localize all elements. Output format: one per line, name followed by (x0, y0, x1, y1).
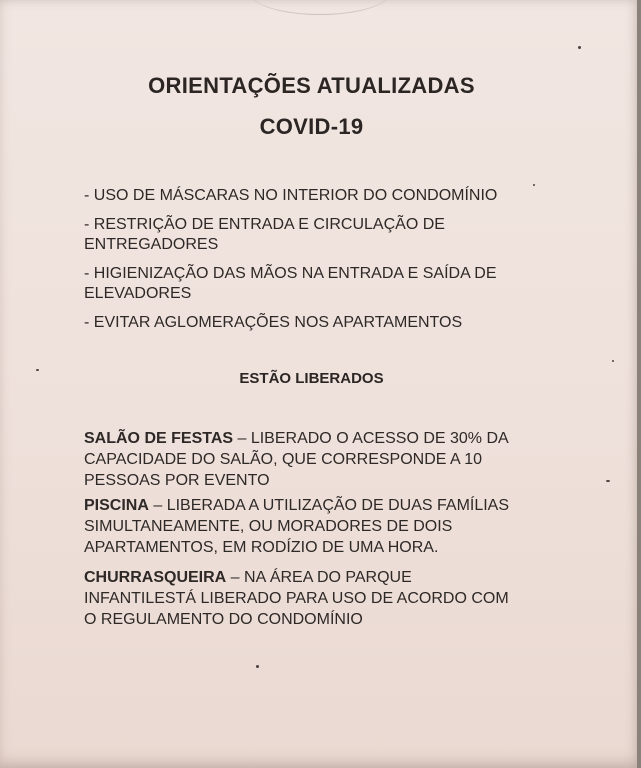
release-item-text: – LIBERADA A UTILIZAÇÃO DE DUAS FAMÍLIAS SIMULTANEAMENTE, OU MORADORES DE DOIS APARTAMENTOS, EM RODÍZIO DE UMA HORA. (84, 497, 510, 556)
paper-speck (612, 360, 614, 362)
release-item-label: CHURRASQUEIRA (84, 569, 227, 586)
guideline-item: - RESTRIÇÃO DE ENTRADA E CIRCULAÇÃO DE ENTREGADORES (84, 216, 445, 253)
release-item-party-hall (84, 428, 524, 491)
guideline-item: - EVITAR AGLOMERAÇÕES NOS APARTAMENTOS (84, 314, 463, 331)
guideline-item: - USO DE MÁSCARAS NO INTERIOR DO CONDOMÍNIO (84, 187, 498, 204)
paper-speck (256, 665, 259, 668)
release-item-label: PISCINA (84, 497, 149, 514)
paper-speck (578, 46, 581, 49)
release-item-text: – NA ÁREA DO PARQUE INFANTILESTÁ LIBERADO PARA USO DE ACORDO COM O REGULAMENTO DO CONDOMÍNIO (84, 569, 509, 628)
notice-title: ORIENTAÇÕES ATUALIZADAS (148, 73, 475, 98)
paper-speck (606, 480, 610, 482)
release-item-barbecue (84, 567, 514, 630)
section-heading: ESTÃO LIBERADOS (239, 370, 384, 387)
paper-fold (250, 0, 390, 15)
paper-speck (533, 184, 535, 186)
release-item-pool (84, 495, 524, 558)
notice-subtitle: COVID-19 (259, 114, 364, 139)
paper-edge (637, 0, 641, 768)
release-item-text: – LIBERADO O ACESSO DE 30% DA CAPACIDADE DO SALÃO, QUE CORRESPONDE A 10 PESSOAS POR EVENTO (84, 430, 508, 489)
guideline-item: - HIGIENIZAÇÃO DAS MÃOS NA ENTRADA E SAÍDA DE ELEVADORES (84, 265, 497, 302)
release-item-label: SALÃO DE FESTAS (84, 430, 234, 447)
paper-speck (36, 369, 39, 371)
